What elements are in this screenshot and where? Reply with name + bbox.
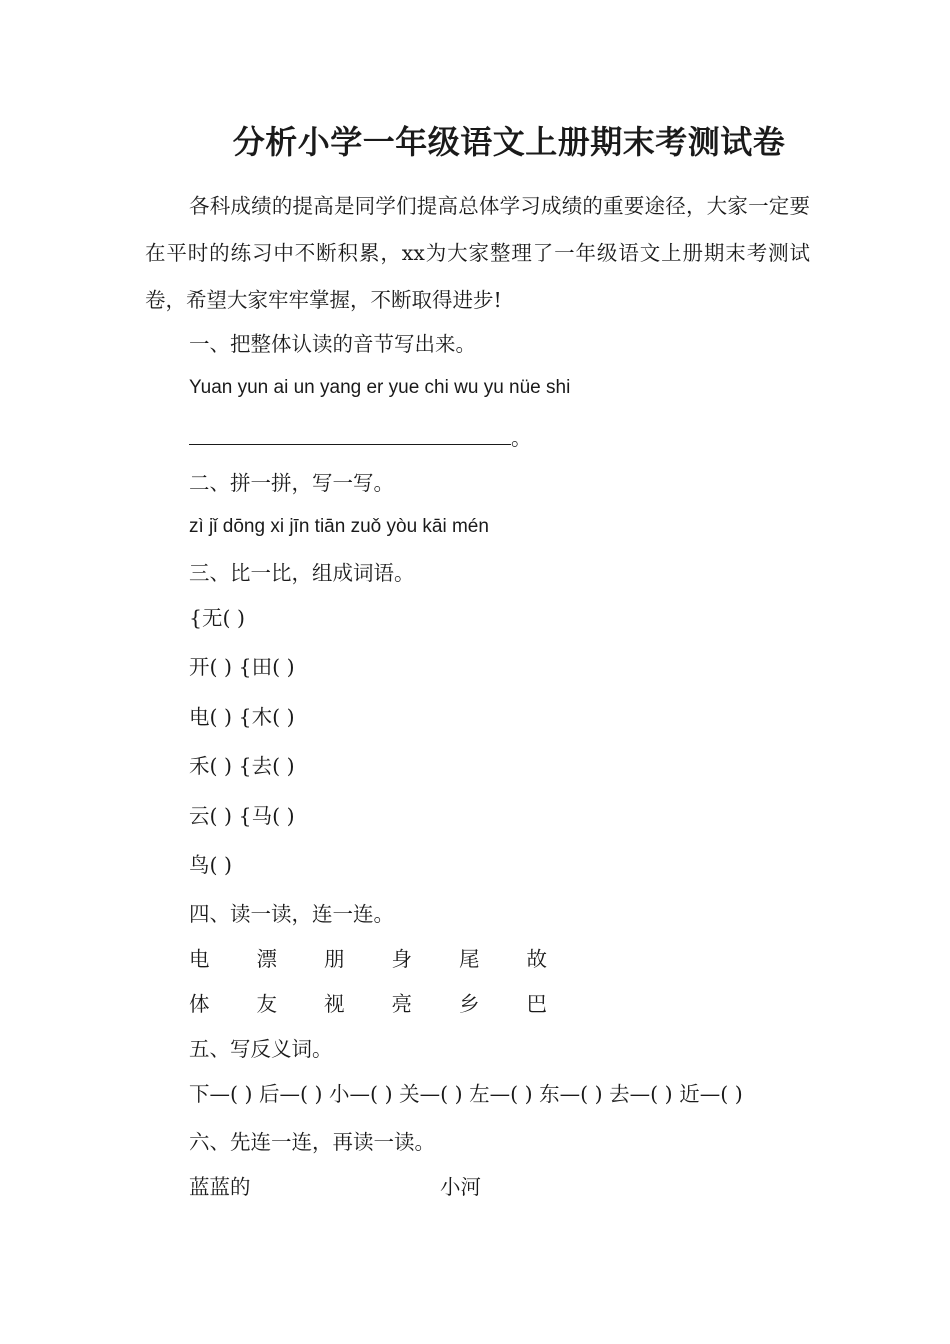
page-title: 分析小学一年级语文上册期末考测试卷 (232, 123, 786, 161)
section5-heading: 五、写反义词。 (189, 1037, 333, 1061)
char-cell: 身 (391, 947, 412, 971)
char-cell: 巴 (526, 992, 547, 1016)
section2-pinyin: zì jǐ dōng xi jīn tiān zuǒ yòu kāi mén (189, 516, 489, 537)
answer-blank-end: 。 (511, 426, 532, 450)
char-cell: 友 (256, 992, 277, 1016)
section6-heading: 六、先连一连，再读一读。 (189, 1130, 435, 1154)
section3-line: 云( ) {马( ) (189, 804, 295, 828)
section3-line: 鸟( ) (189, 853, 233, 877)
section6-right-word: 小河 (440, 1175, 481, 1199)
char-cell: 视 (324, 992, 345, 1016)
intro-paragraph: 各科成绩的提高是同学们提高总体学习成绩的重要途径，大家一定要在平时的练习中不断积累，xx为大家整理了一年级语文上册期末考测试卷，希望大家牢牢掌握，不断取得进步! (145, 194, 810, 312)
char-cell: 体 (189, 992, 210, 1016)
section1-heading: 一、把整体认读的音节写出来。 (189, 332, 476, 356)
section1-pinyin: Yuan yun ai un yang er yue chi wu yu nüe shi (189, 377, 571, 398)
section2-heading: 二、拼一拼，写一写。 (189, 471, 394, 495)
section3-line: {无( ) (189, 606, 246, 630)
section3-heading: 三、比一比，组成词语。 (189, 561, 415, 585)
section3-line: 电( ) {木( ) (189, 705, 295, 729)
char-cell: 漂 (256, 947, 277, 971)
section4-row-2 (189, 988, 594, 1020)
section3-line: 开( ) {田( ) (189, 655, 295, 679)
section3-line: 禾( ) {去( ) (189, 754, 295, 778)
char-cell: 尾 (459, 947, 480, 971)
section1-answer-line (189, 422, 532, 454)
char-cell: 故 (526, 947, 547, 971)
char-cell: 朋 (324, 947, 345, 971)
answer-blank (189, 424, 511, 445)
section4-heading: 四、读一读，连一连。 (189, 902, 394, 926)
section5-antonyms: 下—( ) 后—( ) 小—( ) 关—( ) 左—( ) 东—( ) 去—( ) 近—( ) (189, 1082, 743, 1106)
char-cell: 亮 (391, 992, 412, 1016)
char-cell: 乡 (459, 992, 480, 1016)
char-cell: 电 (189, 947, 210, 971)
section6-left-word: 蓝蓝的 (189, 1175, 251, 1199)
section4-row-1 (189, 943, 594, 975)
